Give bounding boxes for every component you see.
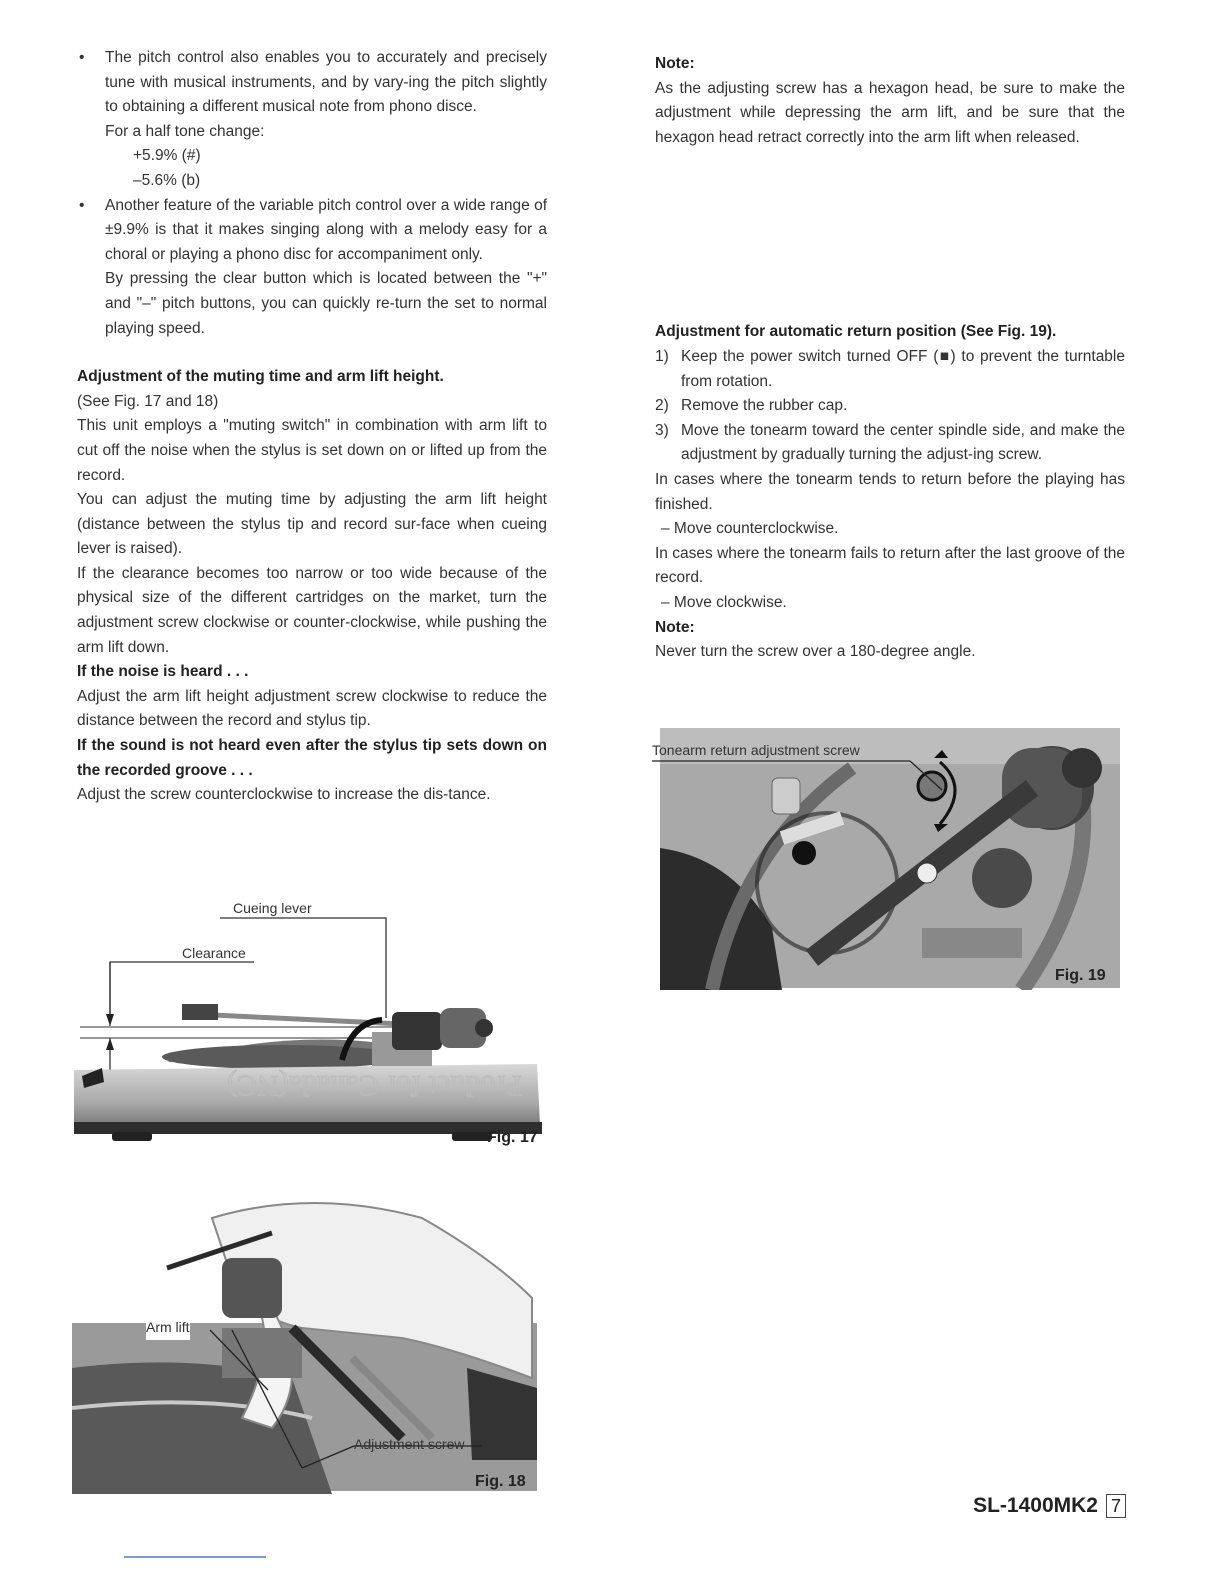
- step-2: [655, 394, 1125, 419]
- bullet-pitch-range: [77, 194, 547, 342]
- tonearm-return-screw-label: Tonearm return adjustment screw: [652, 742, 860, 758]
- page-number: 7: [1106, 1494, 1126, 1518]
- noise-heading: If the noise is heard . . .: [77, 663, 249, 681]
- step-text: Remove the rubber cap.: [681, 397, 848, 415]
- case-1-action: – Move counterclockwise.: [661, 520, 839, 538]
- muting-para-1: This unit employs a "muting switch" in combination with arm lift to cut off the noise when the stylus is set down on or lifted up from the record.: [77, 417, 547, 484]
- step-number: 2): [655, 397, 669, 415]
- arm-lift-photo: [72, 1178, 542, 1494]
- tone-down-value: –5.6% (b): [133, 171, 201, 189]
- muting-heading: Adjustment of the muting time and arm lift height.: [77, 368, 444, 386]
- left-column: [77, 46, 547, 808]
- fig-19: [652, 728, 1122, 990]
- fig-17-label: Fig. 17: [487, 1129, 538, 1146]
- muting-para-3: If the clearance becomes too narrow or too wide because of the physical size of the different cartridges on the market, turn the adjustment screw clockwise or counter-clockwise, while pushing the arm lift down.: [77, 564, 547, 656]
- tonearm-return-photo: [652, 728, 1122, 990]
- watermark-text: Product for Canada(NC): [227, 1069, 522, 1102]
- bullet1-text: The pitch control also enables you to accurately and precisely tune with musical instruments, and by vary-ing the pitch slightly to obtaining a different musical note from phono disce.: [105, 49, 547, 116]
- bullet-dot: •: [79, 49, 85, 66]
- note-heading: Note:: [655, 55, 695, 72]
- half-tone-label: For a half tone change:: [105, 122, 265, 140]
- fig-17: [72, 892, 552, 1152]
- scan-artifact-line: [124, 1556, 266, 1558]
- bullet2-text: Another feature of the variable pitch control over a wide range of ±9.9% is that it makes singing along with a melody easy for a choral or playing a phono disc for accompaniment only.: [105, 196, 547, 263]
- step-1: [655, 345, 1125, 394]
- step-text: Keep the power switch turned OFF (■) to prevent the turntable from rotation.: [681, 347, 1125, 390]
- arm-lift-label: Arm lift: [146, 1315, 190, 1340]
- case-2-action: – Move clockwise.: [661, 593, 787, 611]
- right-column: [655, 52, 1125, 665]
- note-2-text: Never turn the screw over a 180-degree angle.: [655, 643, 976, 661]
- step-number: 1): [655, 347, 669, 365]
- return-position-heading: Adjustment for automatic return position (See Fig. 19).: [655, 323, 1057, 341]
- case-1-text: In cases where the tonearm tends to return before the playing has finished.: [655, 470, 1125, 513]
- note-text: As the adjusting screw has a hexagon head, be sure to make the adjustment while depressing the arm lift, and be sure that the hexagon head retract correctly into the arm lift when released.: [655, 79, 1125, 146]
- step-3: [655, 419, 1125, 468]
- page-footer: [973, 1494, 1126, 1519]
- sound-text: Adjust the screw counterclockwise to increase the dis-tance.: [77, 786, 491, 804]
- bullet-dot: •: [79, 196, 85, 214]
- cueing-lever-label: Cueing lever: [233, 900, 312, 916]
- bullet-pitch-tuning: [77, 46, 547, 144]
- note-2-heading: Note:: [655, 618, 695, 636]
- model-number: SL-1400MK2: [973, 1494, 1098, 1517]
- case-2-text: In cases where the tonearm fails to return after the last groove of the record.: [655, 544, 1125, 587]
- step-text: Move the tonearm toward the center spindle side, and make the adjustment by gradually turning the adjust-ing screw.: [681, 421, 1125, 464]
- fig-19-label: Fig. 19: [1055, 967, 1106, 984]
- turntable-side-illustration: [72, 892, 552, 1152]
- fig-18-label: Fig. 18: [475, 1473, 526, 1490]
- clearance-label: Clearance: [182, 945, 246, 961]
- step-number: 3): [655, 421, 669, 439]
- muting-para-2: You can adjust the muting time by adjusting the arm lift height (distance between the stylus tip and record sur-face when cueing lever is raised).: [77, 491, 547, 558]
- sound-heading: If the sound is not heard even after the stylus tip sets down on the recorded groove . . .: [77, 737, 547, 779]
- bullet2-clear-text: By pressing the clear button which is located between the "+" and "–" pitch buttons, you can quickly re-turn the set to normal playing speed.: [105, 270, 547, 337]
- noise-text: Adjust the arm lift height adjustment screw clockwise to reduce the distance between the record and stylus tip.: [77, 687, 547, 730]
- see-fig-17-18: (See Fig. 17 and 18): [77, 392, 219, 410]
- fig-18: [72, 1178, 542, 1494]
- tone-up-value: +5.9% (#): [133, 147, 201, 165]
- adjustment-screw-label: Adjustment screw: [354, 1436, 465, 1452]
